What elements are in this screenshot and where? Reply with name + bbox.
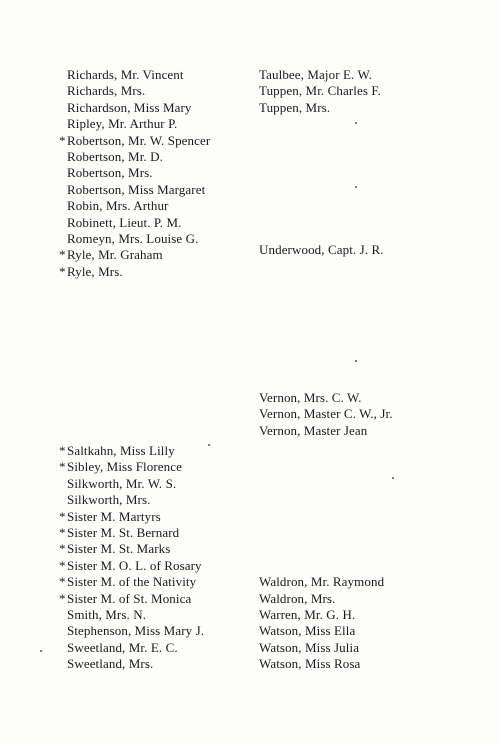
passenger-name: Saltkahn, Miss Lilly (67, 443, 175, 458)
scan-speck (208, 444, 210, 446)
passenger-name: Sibley, Miss Florence (67, 459, 182, 475)
list-item (67, 215, 182, 231)
list-item (67, 231, 198, 247)
list-item: *Sister M. St. Bernard (59, 525, 180, 540)
passenger-name: Richards, Mrs. (67, 83, 146, 99)
passenger-name: Sister M. Martyrs (67, 508, 161, 524)
passenger-name: Silkworth, Mr. W. S. (67, 475, 177, 491)
passenger-name: Vernon, Mrs. C. W. (259, 390, 362, 405)
scan-speck (355, 122, 357, 124)
list-item (259, 591, 335, 607)
list-item (67, 623, 204, 639)
list-item (259, 242, 384, 258)
list-item: *Ryle, Mr. Graham (59, 247, 163, 263)
list-item (259, 390, 362, 406)
passenger-name: Watson, Miss Julia (259, 639, 360, 655)
scan-speck (355, 360, 357, 362)
list-item (259, 423, 367, 439)
list-item: *Sister M. of St. Monica (59, 590, 192, 606)
list-item (67, 476, 176, 492)
list-item (259, 100, 330, 116)
passenger-name: Robinett, Lieut. P. M. (67, 214, 182, 230)
list-item (67, 492, 150, 508)
list-item (67, 198, 168, 214)
passenger-name: Watson, Miss Rosa (259, 656, 361, 672)
passenger-name: Sweetland, Mr. E. C. (67, 639, 178, 655)
passenger-name: Sweetland, Mrs. (67, 656, 154, 672)
passenger-name: Tuppen, Mrs. (259, 99, 331, 115)
list-item (67, 67, 184, 83)
passenger-name: Stephenson, Miss Mary J. (67, 623, 205, 639)
passenger-name: Underwood, Capt. J. R. (259, 242, 384, 257)
list-item (259, 83, 381, 99)
passenger-name: Sister M. of St. Monica (67, 590, 192, 606)
passenger-name: Tuppen, Mr. Charles F. (259, 83, 382, 99)
list-item (67, 640, 178, 656)
passenger-name: Watson, Miss Ella (259, 623, 356, 639)
passenger-name: Taulbee, Major E. W. (259, 67, 373, 82)
list-item (259, 574, 384, 590)
passenger-name: Ryle, Mrs. (67, 263, 123, 279)
passenger-name: Ryle, Mr. Graham (67, 247, 163, 263)
list-item (67, 165, 153, 181)
list-item (259, 656, 360, 672)
list-item: *Ryle, Mrs. (59, 263, 123, 279)
scan-speck (392, 477, 394, 479)
list-item (67, 116, 177, 132)
passenger-name: Robertson, Mr. W. Spencer (67, 132, 211, 148)
list-item (259, 67, 372, 83)
list-item (259, 623, 355, 639)
list-item (67, 100, 192, 116)
passenger-name: Vernon, Master C. W., Jr. (259, 406, 393, 422)
list-item: *Sister M. St. Marks (59, 541, 171, 557)
scan-speck (355, 186, 357, 188)
passenger-name: Robertson, Mrs. (67, 165, 153, 181)
list-item (67, 607, 146, 623)
passenger-name: Richardson, Miss Mary (67, 99, 192, 115)
passenger-name: Waldron, Mrs. (259, 590, 336, 606)
passenger-name: Ripley, Mr. Arthur P. (67, 116, 178, 132)
list-item (67, 656, 153, 672)
passenger-name: Warren, Mr. G. H. (259, 607, 356, 622)
passenger-name: Robin, Mrs. Arthur (67, 198, 169, 214)
passenger-name: Smith, Mrs. N. (67, 607, 147, 622)
list-item: *Sister M. O. L. of Rosary (59, 557, 202, 573)
passenger-name: Sister M. of the Nativity (67, 574, 197, 590)
passenger-name: Sister M. St. Marks (67, 541, 171, 557)
passenger-name: Sister M. St. Bernard (67, 525, 180, 540)
list-item (67, 182, 205, 198)
passenger-name: Silkworth, Mrs. (67, 492, 151, 508)
scan-speck (40, 650, 42, 652)
passenger-name: Waldron, Mr. Raymond (259, 574, 385, 590)
passenger-name: Robertson, Mr. D. (67, 149, 163, 164)
passenger-name: Robertson, Miss Margaret (67, 181, 206, 197)
passenger-name: Vernon, Master Jean (259, 422, 368, 438)
list-item: *Sibley, Miss Florence (59, 459, 182, 475)
list-item (67, 149, 163, 165)
list-item (259, 607, 355, 623)
passenger-name: Romeyn, Mrs. Louise G. (67, 231, 199, 246)
passenger-name: Sister M. O. L. of Rosary (67, 557, 202, 573)
list-item (67, 83, 145, 99)
list-item (259, 406, 393, 422)
passenger-name: Richards, Mr. Vincent (67, 67, 184, 82)
list-item: *Saltkahn, Miss Lilly (59, 443, 175, 458)
list-item: *Robertson, Mr. W. Spencer (59, 132, 211, 148)
list-item: *Sister M. of the Nativity (59, 574, 197, 590)
list-item: *Sister M. Martyrs (59, 508, 161, 524)
list-item (259, 640, 359, 656)
